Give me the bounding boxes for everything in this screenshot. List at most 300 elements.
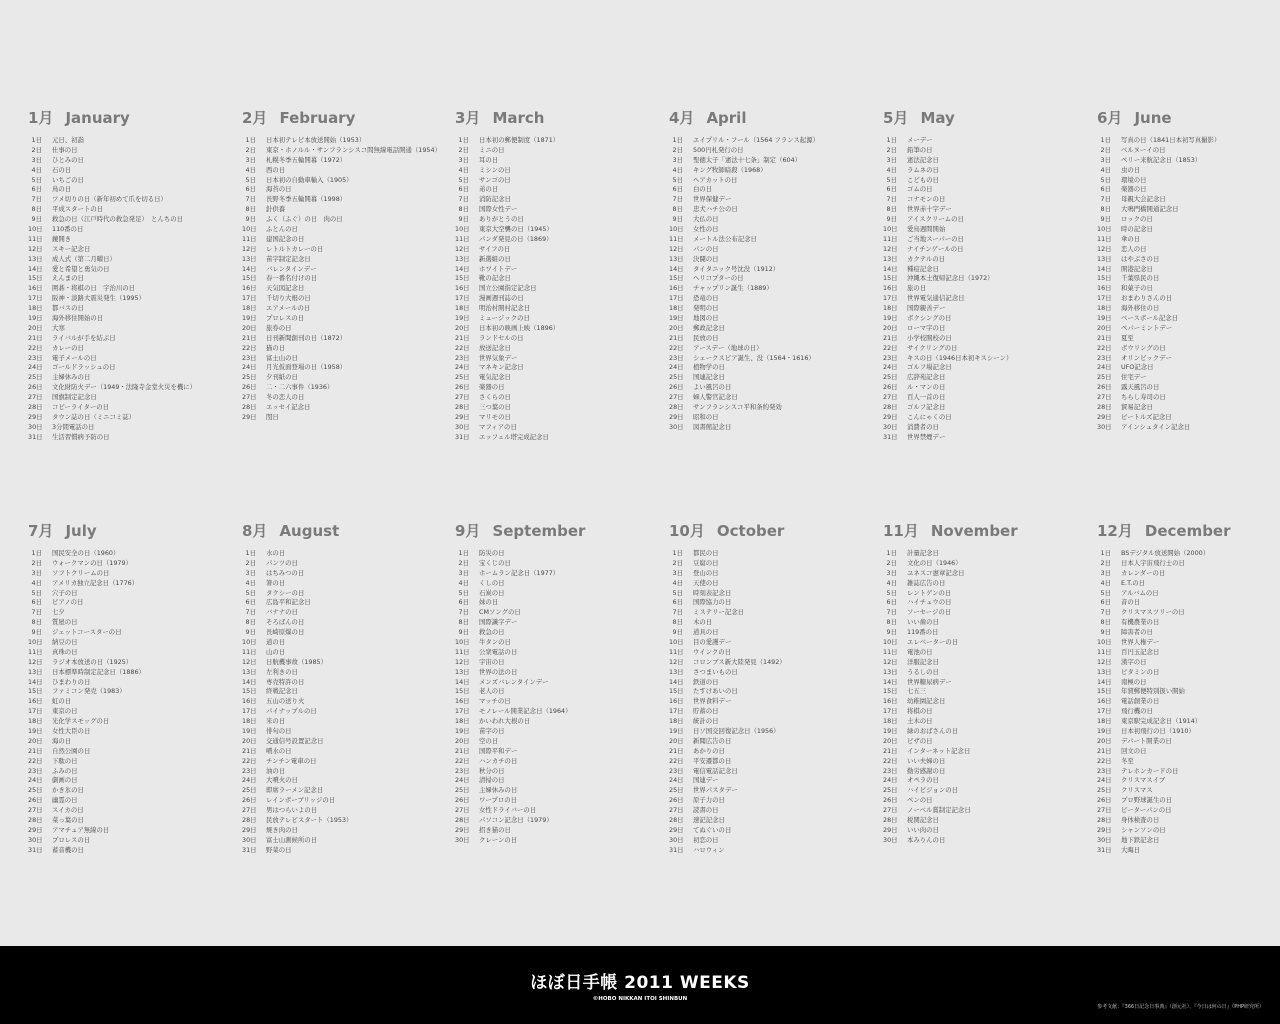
day-row [455, 383, 660, 393]
day-row [1097, 245, 1280, 255]
month-name: August [279, 522, 340, 540]
day-number: 26日 [455, 796, 470, 805]
day-row [669, 176, 874, 186]
day-row [28, 205, 233, 215]
day-row [669, 796, 874, 806]
day-row [242, 727, 447, 737]
day-number: 10日 [28, 225, 43, 234]
day-event: 忠犬ハチ公の日 [693, 205, 738, 214]
day-event: アメリカ独立記念日（1776） [52, 578, 139, 587]
day-row [1097, 176, 1280, 186]
day-event: 国際協力の日 [693, 598, 732, 607]
day-row [242, 274, 447, 284]
day-event: チャップリン誕生（1889） [693, 284, 773, 293]
day-row [455, 826, 660, 836]
day-number: 10日 [883, 225, 898, 234]
month-header [455, 107, 660, 129]
day-event: 石の日 [52, 165, 72, 174]
day-event: キスの日（1946日本初キスシーン） [907, 353, 1013, 362]
day-number: 7日 [672, 608, 683, 617]
day-event: 海外移住の日 [1121, 304, 1160, 313]
day-event: いい肉の日 [907, 825, 939, 834]
day-event: 日本標準時制定記念日（1886） [52, 667, 145, 676]
day-row [669, 354, 874, 364]
day-event: 仕事の日 [52, 145, 78, 154]
day-row [28, 826, 233, 836]
day-event: 国連記念日 [693, 373, 725, 382]
day-event: 千切り大根の日 [266, 294, 311, 303]
day-number: 3日 [672, 155, 683, 164]
day-event: マッチの日 [479, 697, 511, 706]
day-row [455, 433, 660, 443]
day-event: デパート開業の日 [1121, 736, 1172, 745]
day-event: ボウリングの日 [1121, 343, 1166, 352]
day-event: 海外移住開始の日 [52, 314, 104, 323]
day-number: 22日 [1097, 343, 1112, 352]
day-event: ちらし寿司の日 [1121, 393, 1166, 402]
day-number: 6日 [886, 598, 897, 607]
month-may [883, 107, 1088, 443]
day-number: 12日 [455, 657, 470, 666]
day-number: 16日 [28, 697, 43, 706]
day-number: 3日 [1100, 568, 1111, 577]
day-row [242, 413, 447, 423]
day-number: 11日 [242, 234, 257, 243]
day-number: 25日 [883, 373, 898, 382]
day-event: サイフの日 [479, 244, 511, 253]
day-number: 19日 [883, 314, 898, 323]
day-event: アルバムの日 [1121, 588, 1159, 597]
day-event: 恋人の日 [1121, 244, 1147, 253]
day-event: 猫の日 [266, 343, 286, 352]
day-row [883, 205, 1088, 215]
day-event: 本みりんの日 [907, 835, 946, 844]
day-number: 21日 [242, 333, 257, 342]
day-number: 13日 [28, 254, 43, 263]
day-number: 26日 [883, 796, 898, 805]
day-event: タイタニック号沈没（1912） [693, 264, 780, 273]
day-row [1097, 344, 1280, 354]
day-event: 靴の記念日 [479, 274, 511, 283]
day-event: 文化の日（1946） [907, 558, 962, 567]
day-event: 世界気象デー [479, 353, 518, 362]
day-number: 24日 [455, 776, 470, 785]
day-row [28, 589, 233, 599]
day-row [883, 324, 1088, 334]
day-row [883, 697, 1088, 707]
day-row [669, 549, 874, 559]
day-number: 22日 [669, 343, 684, 352]
day-number: 10日 [455, 638, 470, 647]
day-number: 11日 [455, 647, 470, 656]
day-number: 19日 [242, 727, 257, 736]
day-row [28, 294, 233, 304]
day-row [455, 403, 660, 413]
day-row [28, 618, 233, 628]
day-event: 鳥の日 [52, 185, 72, 194]
day-number: 6日 [672, 598, 683, 607]
day-row [28, 146, 233, 156]
day-row [455, 618, 660, 628]
day-number: 20日 [669, 323, 684, 332]
day-row [669, 185, 874, 195]
day-event: 富士山測候所の日 [266, 835, 318, 844]
month-header [242, 520, 447, 542]
day-number: 27日 [669, 393, 684, 402]
day-number: 7日 [31, 195, 42, 204]
day-number: 9日 [1100, 215, 1111, 224]
day-event: タウン誌の日（ミニコミ誌） [52, 412, 136, 421]
day-number: 13日 [455, 667, 470, 676]
day-row [1097, 846, 1280, 856]
day-event: 牛タンの日 [479, 638, 511, 647]
day-number: 14日 [242, 264, 257, 273]
day-number: 9日 [672, 215, 683, 224]
day-event: 水の日 [266, 549, 286, 557]
day-number: 1日 [1100, 136, 1111, 144]
day-event: 環境の日 [1121, 175, 1147, 184]
day-event: 地図の日 [693, 314, 719, 323]
day-row [28, 668, 233, 678]
day-event: 世界糖尿病デー [907, 677, 952, 686]
day-row [242, 156, 447, 166]
day-row [242, 707, 447, 717]
day-number: 5日 [245, 588, 256, 597]
day-row [1097, 225, 1280, 235]
day-number: 19日 [455, 727, 470, 736]
day-number: 26日 [455, 383, 470, 392]
day-row [669, 678, 874, 688]
day-row [455, 156, 660, 166]
day-number: 14日 [455, 677, 470, 686]
day-number: 23日 [28, 353, 43, 362]
day-row [242, 205, 447, 215]
day-row [669, 344, 874, 354]
day-row [1097, 658, 1280, 668]
day-row [242, 284, 447, 294]
day-row [669, 846, 874, 856]
day-event: ピザの日 [907, 736, 933, 745]
day-row [883, 796, 1088, 806]
day-row [242, 658, 447, 668]
day-row [28, 658, 233, 668]
day-event: 宝くじの日 [479, 558, 511, 567]
day-event: 救急の日（江戸時代の救急発足） とんちの日 [52, 215, 184, 224]
day-event: 住宅デー [1121, 373, 1147, 382]
day-row [242, 678, 447, 688]
day-row [28, 628, 233, 638]
day-row [1097, 413, 1280, 423]
day-number: 9日 [458, 215, 469, 224]
month-header [1097, 107, 1280, 129]
month-number: 2月 [242, 109, 268, 127]
day-row [455, 796, 660, 806]
day-number: 25日 [883, 786, 898, 795]
day-event: 東京の日 [52, 707, 78, 716]
day-event: 旅券の日 [266, 323, 292, 332]
day-number: 23日 [455, 766, 470, 775]
day-number: 29日 [242, 825, 257, 834]
day-number: 12日 [455, 244, 470, 253]
day-row [28, 569, 233, 579]
day-number: 13日 [883, 254, 898, 263]
day-event: 苗字制定記念日 [266, 254, 311, 263]
day-number: 16日 [1097, 284, 1112, 293]
day-event: 百円玉記念日 [1121, 647, 1160, 656]
day-event: 長崎原爆の日 [266, 628, 305, 637]
day-event: アインシュタイン記念日 [1121, 422, 1191, 431]
day-event: 沖縄本土復帰記念日（1972） [907, 274, 994, 283]
day-row [883, 786, 1088, 796]
day-event: 国際平和デー [479, 746, 518, 755]
day-number: 20日 [669, 736, 684, 745]
day-event: 富士山の日 [266, 353, 298, 362]
day-event: レトルトカレーの日 [266, 244, 324, 253]
day-number: 14日 [883, 264, 898, 273]
day-row [28, 363, 233, 373]
day-row [242, 136, 447, 146]
day-event: さつまいもの日 [693, 667, 738, 676]
day-number: 9日 [1100, 628, 1111, 637]
day-number: 6日 [1100, 185, 1111, 194]
month-header [883, 107, 1088, 129]
day-row [883, 598, 1088, 608]
day-row [883, 589, 1088, 599]
day-event: かき氷の日 [52, 786, 84, 795]
day-row [242, 403, 447, 413]
day-event: 平成スタートの日 [52, 205, 104, 214]
day-event: 噴水の日 [266, 746, 292, 755]
day-event: 七五三 [907, 687, 927, 696]
day-event: 質屋の日 [52, 618, 78, 627]
day-number: 26日 [669, 796, 684, 805]
day-row [1097, 806, 1280, 816]
day-number: 8日 [31, 618, 42, 627]
day-event: 建国記念の日 [266, 234, 305, 243]
day-row [28, 423, 233, 433]
month-june [1097, 107, 1280, 433]
day-event: 都バスの日 [52, 304, 84, 313]
day-row [242, 185, 447, 195]
day-event: CMソングの日 [479, 608, 521, 617]
day-row [1097, 757, 1280, 767]
day-row [455, 294, 660, 304]
day-row [1097, 156, 1280, 166]
day-row [669, 245, 874, 255]
month-march [455, 107, 660, 443]
day-row [883, 265, 1088, 275]
day-event: エイプリル・フール（1564 フランス起源） [693, 136, 819, 144]
day-number: 29日 [28, 412, 43, 421]
day-number: 27日 [883, 393, 898, 402]
day-number: 20日 [1097, 323, 1112, 332]
day-row [669, 707, 874, 717]
day-event: 日本初飛行の日（1910） [1121, 727, 1195, 736]
day-event: ビタミンの日 [1121, 667, 1160, 676]
day-event: 音の日 [1121, 598, 1141, 607]
day-number: 12日 [883, 657, 898, 666]
day-event: ローマ字の日 [907, 323, 946, 332]
day-number: 17日 [455, 294, 470, 303]
day-number: 27日 [28, 393, 43, 402]
day-number: 12日 [28, 244, 43, 253]
day-event: 道具の日 [693, 628, 719, 637]
day-number: 21日 [1097, 333, 1112, 342]
day-row [1097, 796, 1280, 806]
day-list [669, 136, 874, 433]
day-event: オリンピックデー [1121, 353, 1172, 362]
day-event: 傘の日 [1121, 234, 1141, 243]
day-number: 4日 [1100, 165, 1111, 174]
day-number: 29日 [883, 412, 898, 421]
day-number: 16日 [883, 697, 898, 706]
day-event: 日刊新聞創刊の日（1872） [266, 333, 347, 342]
day-event: 文化財防火デー（1949・法隆寺金堂火災を機に） [52, 383, 197, 392]
day-event: ウインクの日 [693, 647, 732, 656]
day-event: 小学校開校の日 [907, 333, 952, 342]
day-event: ソフトクリームの日 [52, 568, 110, 577]
day-row [1097, 549, 1280, 559]
day-event: 夏至 [1121, 333, 1134, 342]
day-event: プロレスの日 [52, 835, 91, 844]
day-row [669, 658, 874, 668]
day-number: 28日 [1097, 403, 1112, 412]
day-number: 29日 [1097, 825, 1112, 834]
day-row [28, 433, 233, 443]
day-row [242, 826, 447, 836]
day-event: 幽霊の日 [52, 796, 78, 805]
day-event: 閏日 [266, 412, 279, 421]
day-event: ファミコン発売（1983） [52, 687, 126, 696]
day-event: 勤労感謝の日 [907, 766, 946, 775]
day-row [883, 757, 1088, 767]
day-number: 3日 [31, 155, 42, 164]
day-number: 31日 [28, 845, 43, 854]
day-row [28, 608, 233, 618]
day-number: 30日 [242, 835, 257, 844]
day-number: 1日 [886, 549, 897, 557]
day-number: 15日 [1097, 274, 1112, 283]
day-event: 阪神・淡路大震災発生（1995） [52, 294, 145, 303]
day-event: カレーの日 [52, 343, 84, 352]
day-event: 電気記念日 [479, 373, 511, 382]
day-row [242, 559, 447, 569]
day-number: 16日 [669, 697, 684, 706]
day-event: 土木の日 [907, 717, 933, 726]
day-number: 30日 [455, 422, 470, 431]
day-number: 3日 [458, 568, 469, 577]
day-event: 俳句の日 [266, 727, 292, 736]
day-event: ユネスコ憲章記念日 [907, 568, 965, 577]
day-event: 納豆の日 [52, 638, 78, 647]
day-number: 7日 [245, 195, 256, 204]
day-row [28, 344, 233, 354]
day-number: 1日 [886, 136, 897, 144]
day-event: 緑のおばさんの日 [907, 727, 959, 736]
day-event: 消費者の日 [907, 422, 939, 431]
day-number: 22日 [242, 343, 257, 352]
day-event: BSデジタル放送開始（2000） [1121, 549, 1210, 557]
day-number: 16日 [1097, 697, 1112, 706]
day-event: ゴルフ記念日 [907, 403, 946, 412]
day-row [28, 678, 233, 688]
day-number: 16日 [242, 284, 257, 293]
month-header [883, 520, 1088, 542]
day-row [28, 717, 233, 727]
month-header [28, 107, 233, 129]
day-event: ありがとうの日 [479, 215, 524, 224]
day-row [669, 373, 874, 383]
day-row [1097, 786, 1280, 796]
day-row [669, 284, 874, 294]
day-row [28, 737, 233, 747]
day-event: 世界人権デー [1121, 638, 1160, 647]
day-row [455, 836, 660, 846]
day-event: 露天風呂の日 [1121, 383, 1160, 392]
day-row [669, 195, 874, 205]
day-event: ひとみの日 [52, 155, 84, 164]
day-event: 専売特許の日 [266, 677, 305, 686]
day-number: 25日 [669, 373, 684, 382]
day-number: 28日 [28, 403, 43, 412]
day-event: コナモンの日 [907, 195, 946, 204]
day-number: 17日 [1097, 294, 1112, 303]
day-row [28, 354, 233, 364]
day-number: 18日 [242, 717, 257, 726]
day-number: 21日 [455, 333, 470, 342]
month-header [28, 520, 233, 542]
day-number: 16日 [669, 284, 684, 293]
day-number: 16日 [455, 284, 470, 293]
day-number: 2日 [672, 558, 683, 567]
day-event: ふく（ふぐ）の日 肉の日 [266, 215, 343, 224]
day-number: 30日 [669, 422, 684, 431]
day-row [28, 559, 233, 569]
day-event: 空の日 [479, 736, 499, 745]
day-number: 17日 [883, 707, 898, 716]
day-event: 民放の日 [693, 333, 719, 342]
day-event: 三つ葉の日 [479, 403, 511, 412]
day-number: 1日 [672, 136, 683, 144]
day-number: 25日 [455, 786, 470, 795]
day-number: 28日 [883, 403, 898, 412]
day-number: 31日 [28, 432, 43, 441]
day-event: ハロウィン [693, 845, 725, 854]
day-number: 12日 [1097, 244, 1112, 253]
day-event: 漫画週刊誌の日 [479, 294, 524, 303]
day-number: 28日 [28, 816, 43, 825]
day-row [669, 166, 874, 176]
day-row [242, 344, 447, 354]
day-row [883, 423, 1088, 433]
day-row [242, 393, 447, 403]
day-row [28, 413, 233, 423]
day-row [455, 413, 660, 423]
day-row [669, 324, 874, 334]
day-event: ホワイトデー [479, 264, 518, 273]
day-number: 12日 [242, 244, 257, 253]
day-number: 30日 [455, 835, 470, 844]
day-event: エッセイ記念日 [266, 403, 311, 412]
day-row [883, 747, 1088, 757]
day-event: ヘリコプターの日 [693, 274, 744, 283]
day-row [883, 776, 1088, 786]
day-number: 5日 [1100, 175, 1111, 184]
day-row [669, 767, 874, 777]
day-row [669, 697, 874, 707]
day-number: 15日 [455, 274, 470, 283]
month-name: November [930, 522, 1018, 540]
